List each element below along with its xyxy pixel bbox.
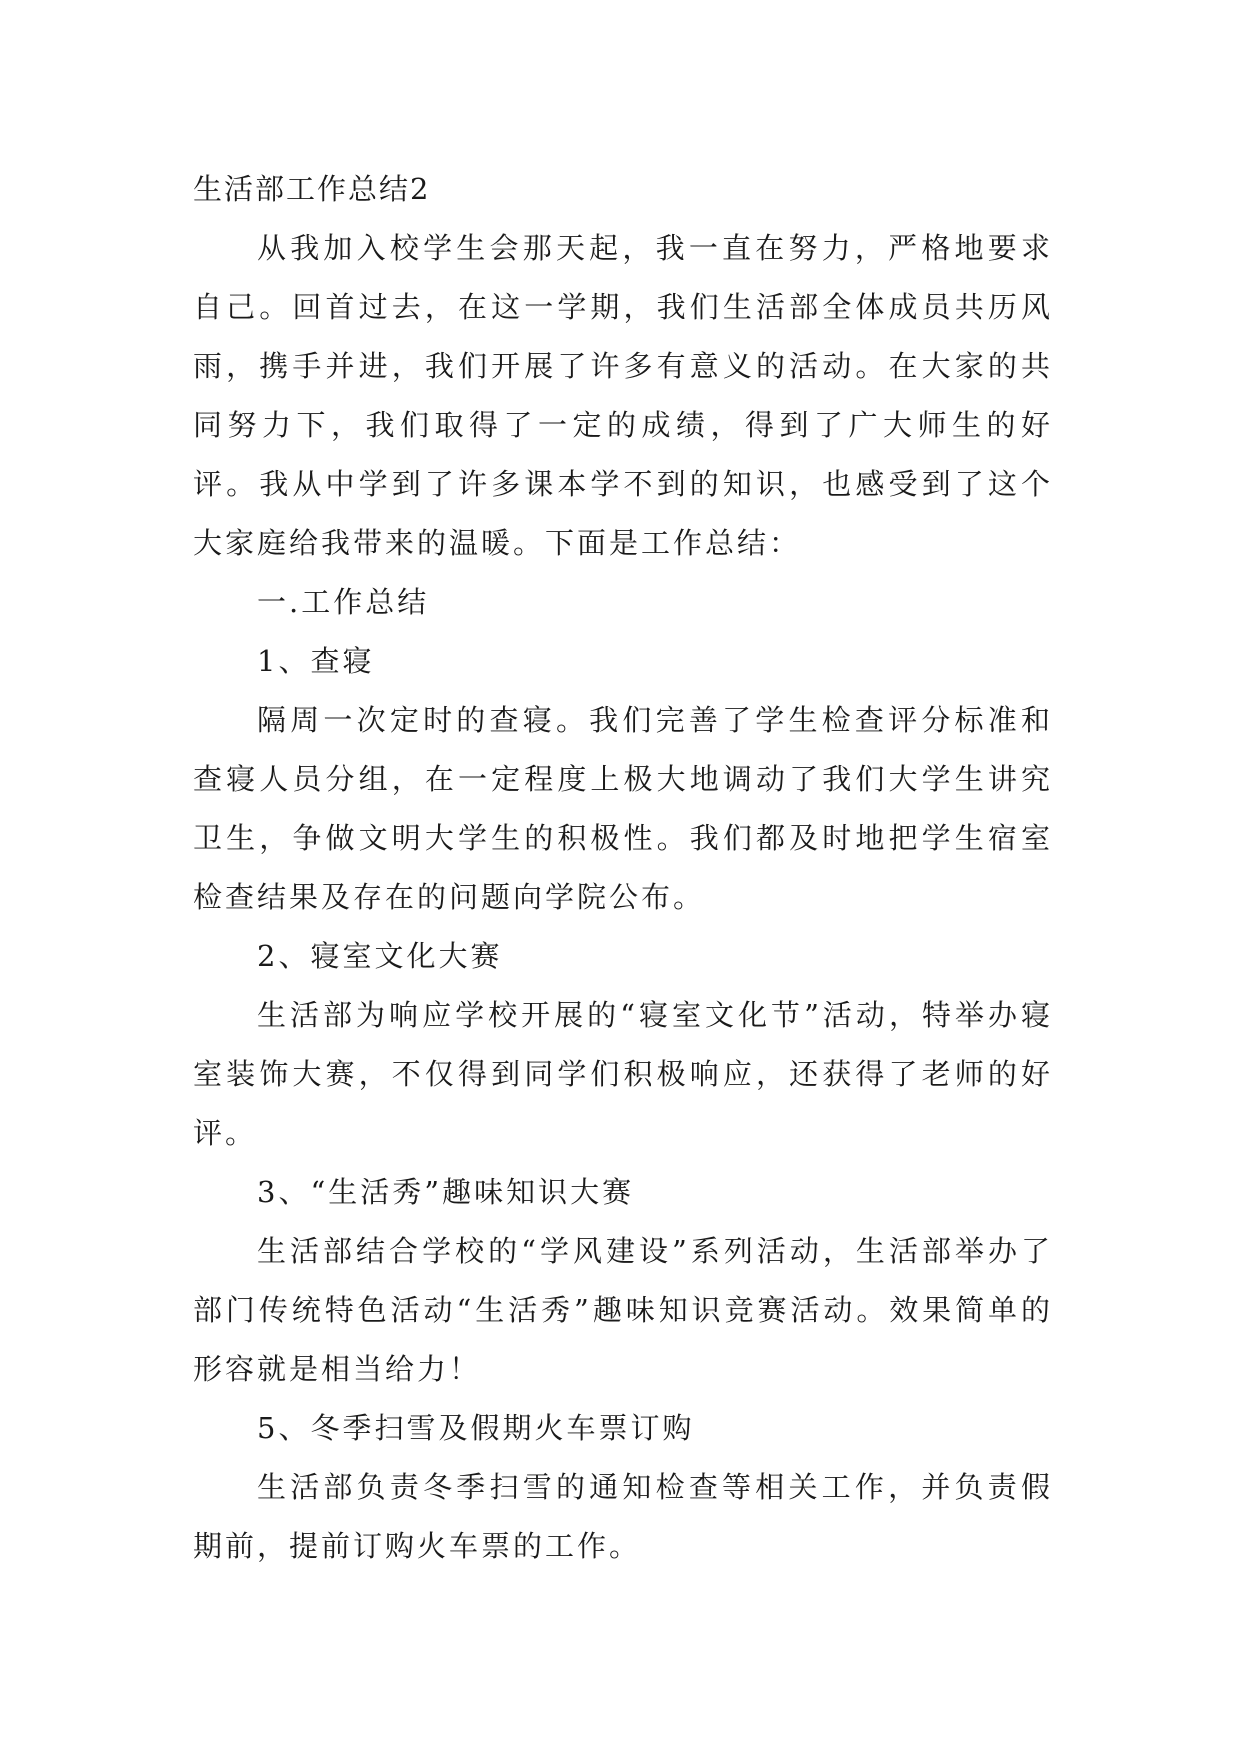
intro-paragraph: 从我加入校学生会那天起，我一直在努力，严格地要求自己。回首过去，在这一学期，我们生活部全体成员共历风雨，携手并进，我们开展了许多有意义的活动。在大家的共同努力下，我们取得了一定的成绩，得到了广大师生的好评。我从中学到了许多课本学不到的知识，也感受到了这个大家庭给我带来的温暖。下面是工作总结： <box>193 231 1053 560</box>
item-heading-snow-tickets: 5、冬季扫雪及假期火车票订购 <box>257 1411 695 1445</box>
item-body-dorm-check: 隔周一次定时的查寝。我们完善了学生检查评分标准和查寝人员分组，在一定程度上极大地调动了我们大学生讲究卫生，争做文明大学生的积极性。我们都及时地把学生宿室检查结果及存在的问题向学院公布。 <box>193 703 1053 914</box>
item-heading-dorm-culture: 2、寝室文化大赛 <box>257 939 503 973</box>
item-body-snow-tickets: 生活部负责冬季扫雪的通知检查等相关工作，并负责假期前，提前订购火车票的工作。 <box>193 1470 1053 1563</box>
document-title: 生活部工作总结2 <box>193 172 431 206</box>
item-heading-dorm-check: 1、查寝 <box>257 644 375 678</box>
item-body-dorm-culture: 生活部为响应学校开展的“寝室文化节”活动，特举办寝室装饰大赛，不仅得到同学们积极响应，还获得了老师的好评。 <box>193 998 1053 1150</box>
document-body <box>193 160 1053 1576</box>
section-heading: 一.工作总结 <box>257 585 430 619</box>
item-heading-life-show: 3、“生活秀”趣味知识大赛 <box>257 1175 635 1209</box>
item-body-life-show: 生活部结合学校的“学风建设”系列活动，生活部举办了部门传统特色活动“生活秀”趣味知识竞赛活动。效果简单的形容就是相当给力！ <box>193 1234 1053 1386</box>
